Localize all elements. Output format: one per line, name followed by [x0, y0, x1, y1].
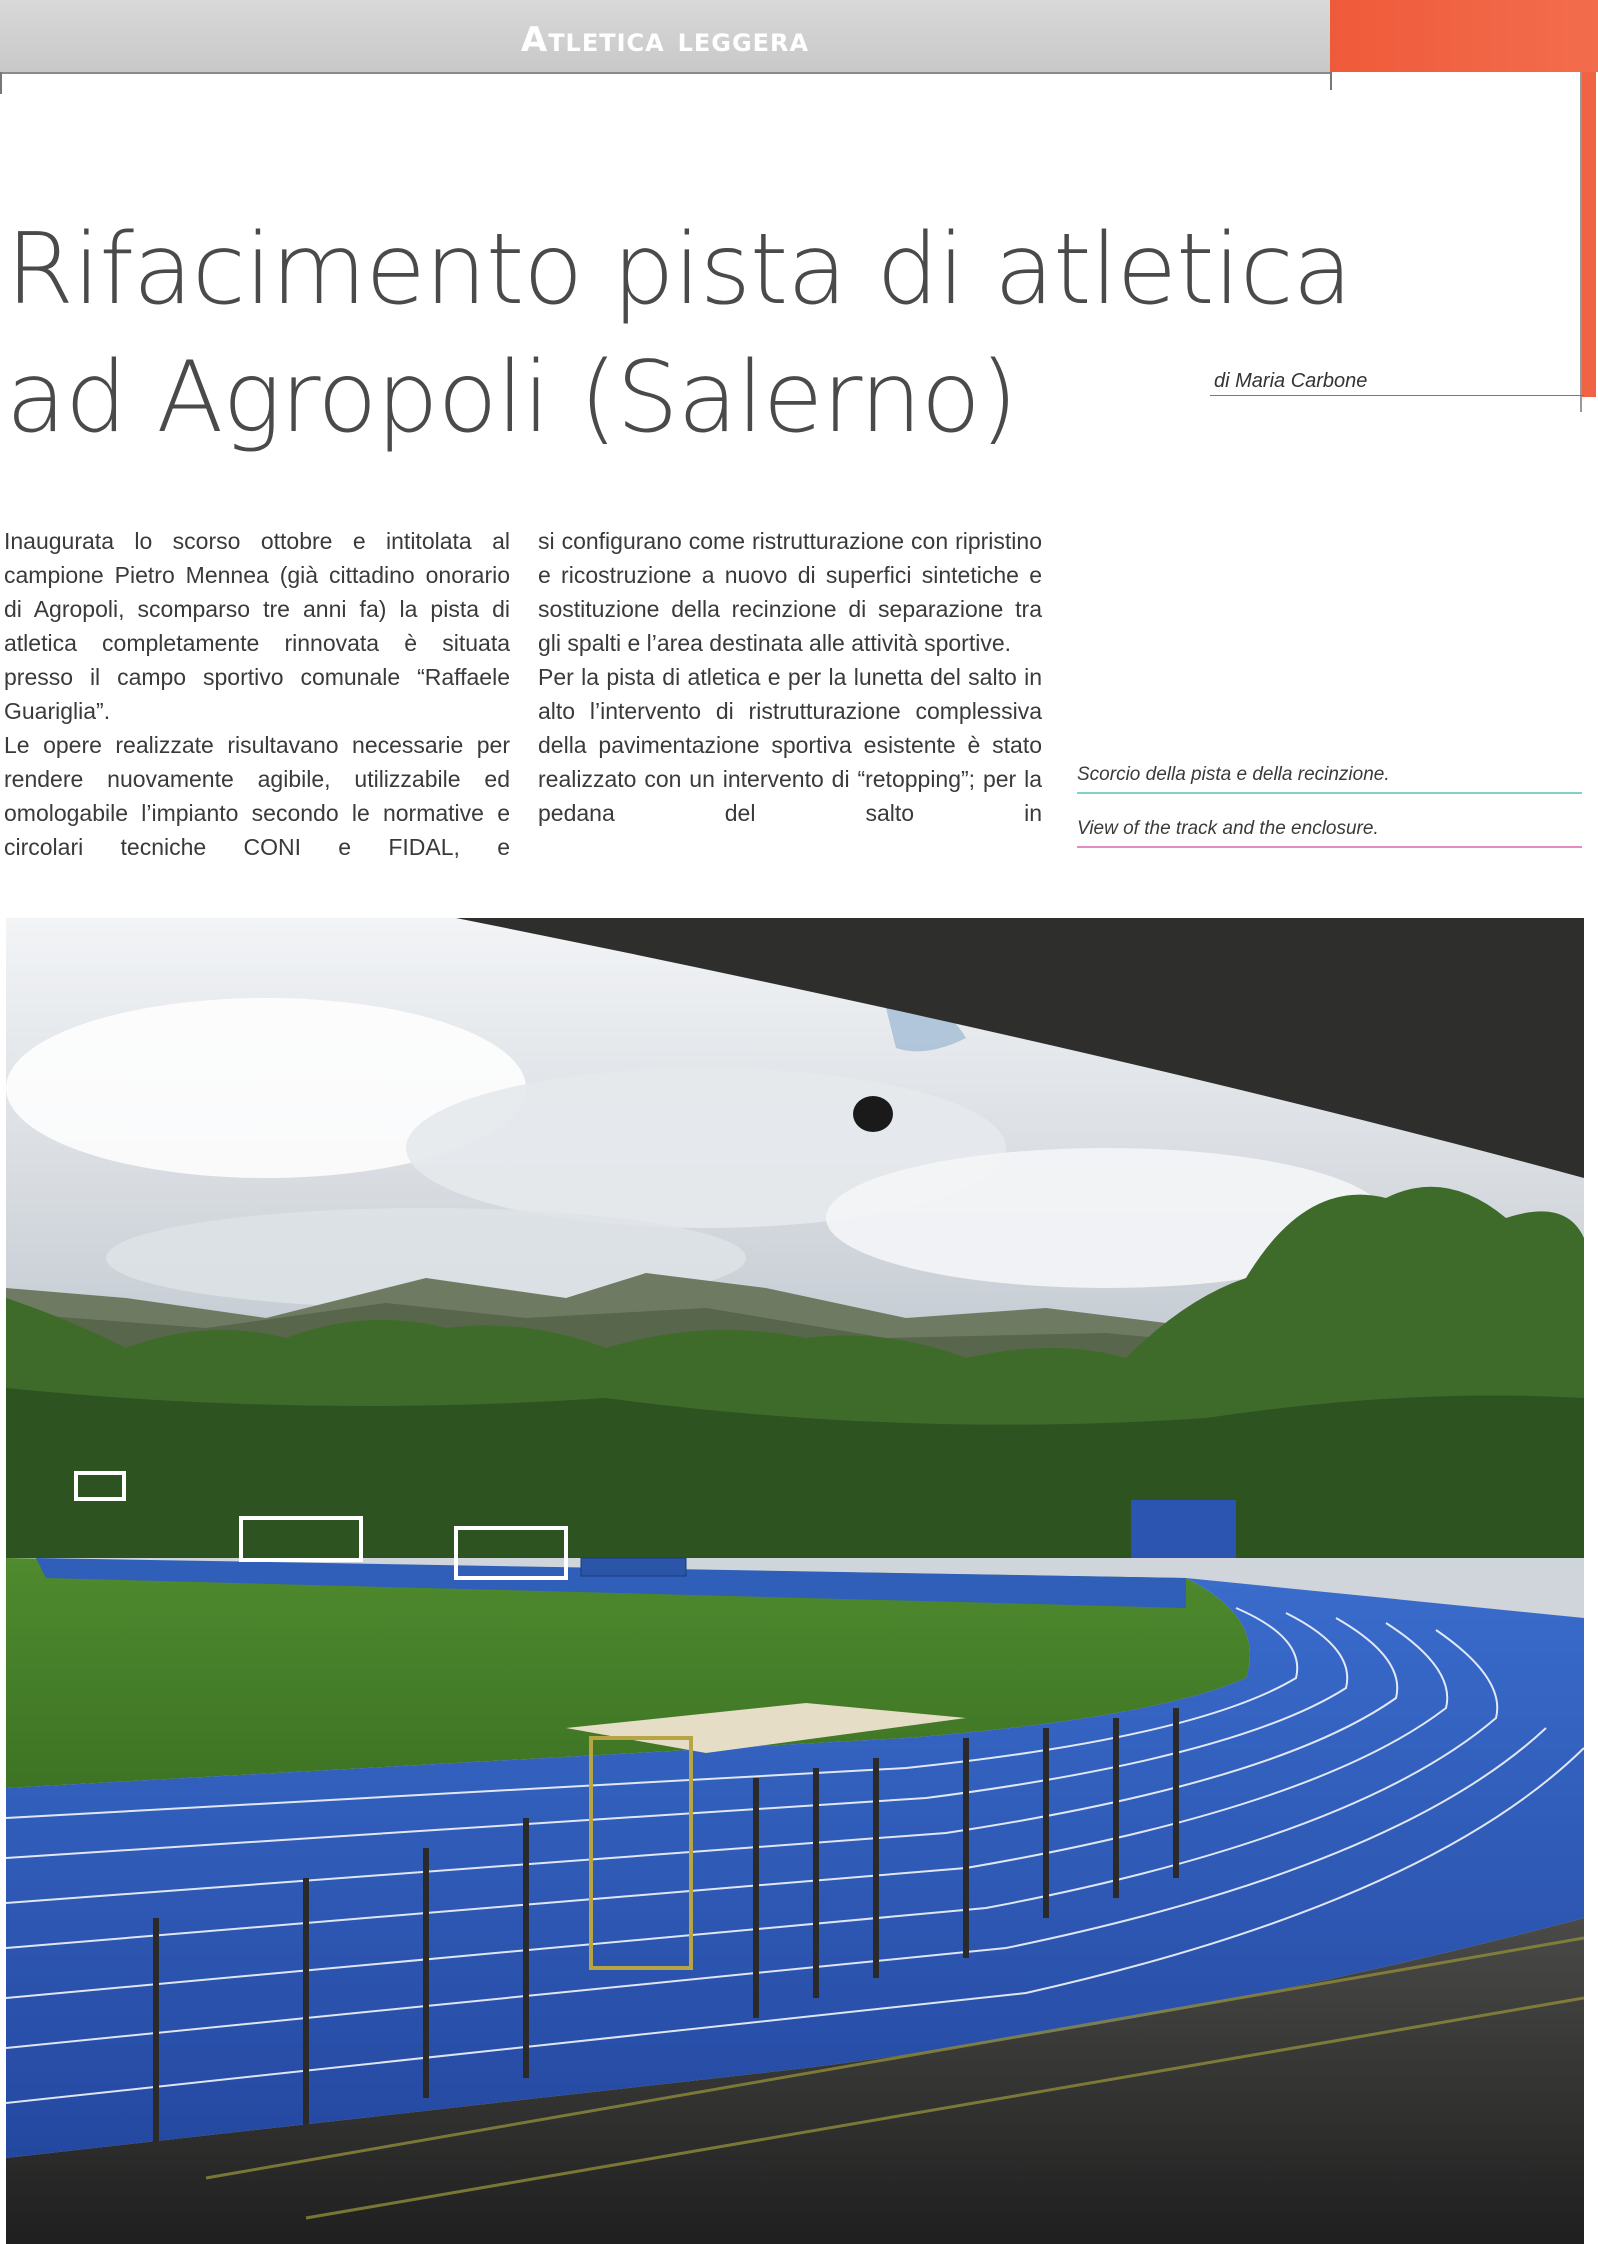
article-title	[6, 206, 1426, 462]
header-accent-block	[1330, 0, 1598, 72]
body-column-2	[538, 524, 1042, 830]
storage-container	[1131, 1500, 1236, 1558]
title-line-1: Rifacimento pista di atletica	[6, 212, 1352, 327]
paragraph: Le opere realizzate risultavano necessarie per rendere nuovamente agibile, utilizzabile ed omologabile l’impianto secondo le normative e circolari tecniche CONI e FIDAL, e	[4, 732, 510, 860]
byline: di Maria Carbone	[1210, 370, 1584, 396]
speaker-icon	[853, 1096, 893, 1132]
high-jump-mat	[581, 1558, 686, 1576]
body-column-1	[4, 524, 510, 864]
frame-divider	[1330, 72, 1332, 90]
title-line-2: ad Agropoli (Salerno)	[6, 340, 1018, 455]
section-title: Atletica leggera	[520, 20, 810, 60]
stadium-photo	[6, 918, 1584, 2244]
paragraph: Inaugurata lo scorso ottobre e intitolata al campione Pietro Mennea (già cittadino onorario di Agropoli, scomparso tre anni fa) la pista di atletica completamente rinnovata è situata presso il campo sportivo comunale “Raffaele Guariglia”.	[4, 528, 510, 724]
frame-left-edge	[0, 72, 2, 94]
caption-italian: Scorcio della pista e della recinzione.	[1077, 764, 1582, 794]
paragraph: si configurano come ristrutturazione con ripristino e ricostruzione a nuovo di superfici sintetiche e sostituzione della recinzione di separazione tra gli spalti e l’area destinata alle attività sportive.	[538, 528, 1042, 656]
paragraph: Per la pista di atletica e per la lunetta del salto in alto l’intervento di ristrutturazione complessiva della pavimentazione sportiva esistente è stato realizzato con un intervento di “retopping”; per la pedana del salto in	[538, 664, 1042, 826]
accent-stripe	[1582, 72, 1596, 397]
caption-english: View of the track and the enclosure.	[1077, 818, 1582, 848]
frame-right-edge	[1580, 72, 1582, 412]
